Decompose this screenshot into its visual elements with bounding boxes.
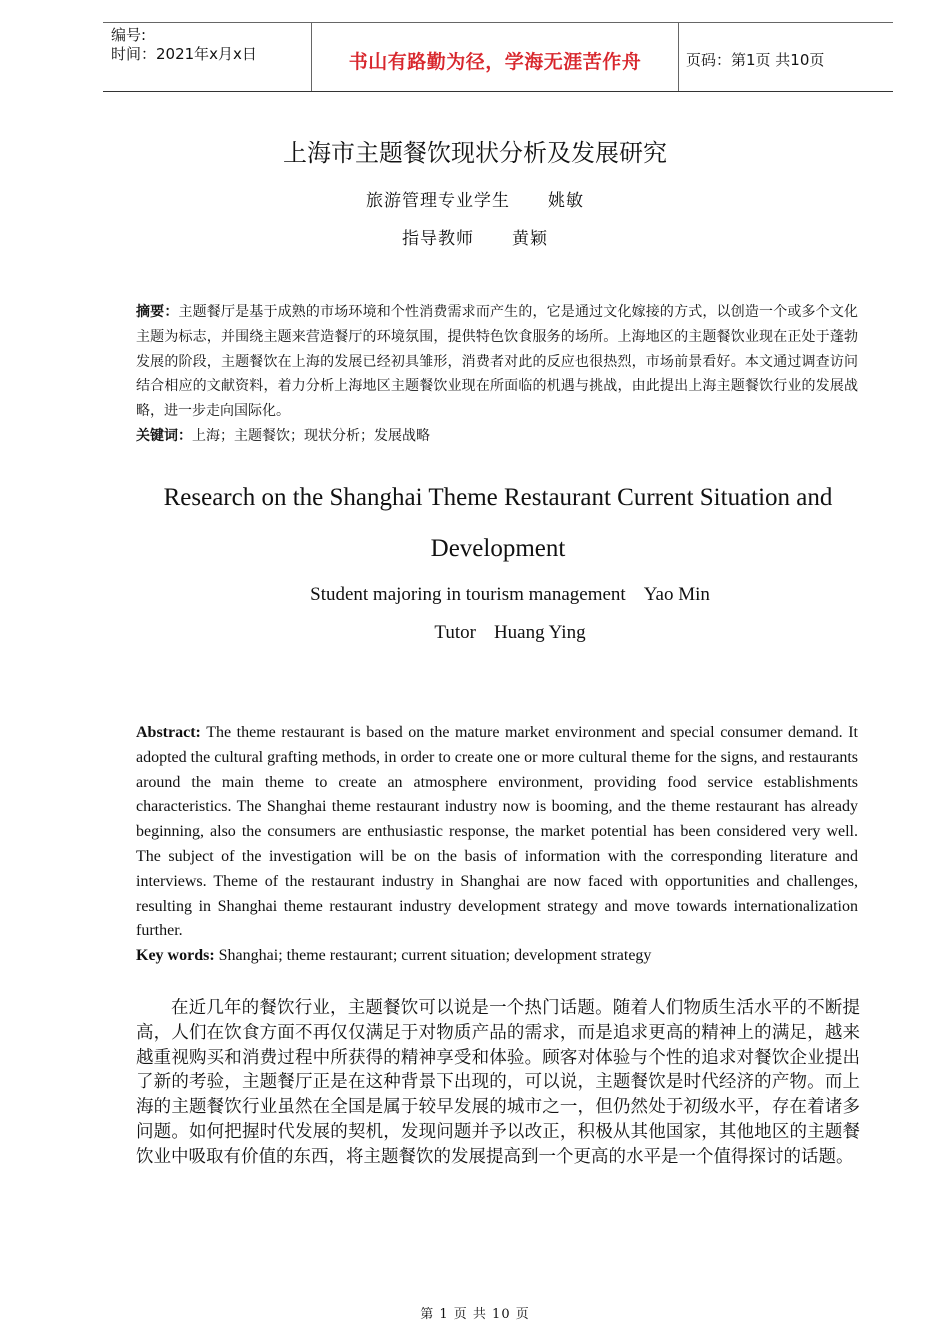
english-tutor-line [0,622,950,644]
header-motto-cell [311,23,679,91]
english-abstract-paragraph [136,721,858,944]
english-author-name: Yao Min [643,584,710,605]
chinese-abstract-paragraph [136,300,858,424]
chinese-title: 上海市主题餐饮现状分析及发展研究 [283,139,667,167]
chinese-author-line [0,186,950,211]
chinese-abstract-label: 摘要： [136,304,179,320]
chinese-abstract [136,300,858,449]
page-header [103,22,893,92]
chinese-keywords-label: 关键词： [136,427,192,444]
chinese-abstract-text: 主题餐厅是基于成熟的市场环境和个性消费需求而产生的，它是通过文化嫁接的方式，以创造一个或多个文化主题为标志，并围绕主题来营造餐厅的环境氛围，提供特色饮食服务的场所。上海地区的主题餐饮业现在正处于蓬勃发展的阶段，主题餐饮在上海的发展已经初具雏形，消费者对此的反应也很热烈，市场前景看好。本文通过调查访问结合相应的文献资料，着力分析上海地区主题餐饮业现在所面临的机遇与挑战，由此提出上海主题餐饮行业的发展战略，进一步走向国际化。 [136,304,859,420]
english-abstract-text: The theme restaurant is based on the mature market environment and special consumer demand. It adopted the cultural grafting methods, in order to create one or more cultural theme for the signs, and restaurants around the main theme to create an atmosphere environment, providing food service establishments characteristics. The Shanghai theme restaurant industry now is booming, and the theme restaurant has already beginning, also the consumers are enthusiastic response, the market potential has been considered very well. The subject of the investigation will be on the basis of information with the corresponding literature and interviews. Theme of the restaurant industry in Shanghai are now faced with opportunities and challenges, resulting in Shanghai theme restaurant industry development strategy and move towards internationalization further. [136,724,858,940]
english-tutor-role: Tutor [434,622,476,643]
header-motto: 书山有路勤为径，学海无涯苦作舟 [348,51,642,73]
body-text [136,996,860,1170]
chinese-keywords [136,424,858,449]
english-author-role: Student majoring in tourism management [310,584,626,605]
page-footer: 第 1 页 共 10 页 [420,1307,530,1322]
english-title: Research on the Shanghai Theme Restaurant Current Situation and Development [163,484,833,562]
header-page-cell [686,23,886,91]
chinese-author-name: 姚敏 [548,191,584,211]
chinese-tutor-line [0,224,950,249]
header-time-label: 时间：2021年x月x日 [111,45,257,63]
english-keywords-label: Key words: [136,947,215,965]
english-keywords-text: Shanghai; theme restaurant; current situation; development strategy [218,947,652,965]
chinese-tutor-role: 指导教师 [402,229,474,249]
chinese-tutor-name: 黄颖 [512,229,548,249]
english-tutor-name: Huang Ying [493,622,586,643]
english-abstract-label: Abstract: [136,724,201,741]
english-keywords [136,944,858,969]
header-page-info: 页码：第1页 共10页 [686,51,825,69]
header-number-label: 编号: [111,26,147,44]
chinese-keywords-text: 上海；主题餐饮；现状分析；发展战略 [192,427,430,444]
header-meta [111,23,307,91]
body-paragraph: 在近几年的餐饮行业，主题餐饮可以说是一个热门话题。随着人们物质生活水平的不断提高，人们在饮食方面不再仅仅满足于对物质产品的需求，而是追求更高的精神上的满足，越来越重视购买和消费过程中所获得的精神享受和体验。顾客对体验与个性的追求对餐饮企业提出了新的考验，主题餐厅正是在这种背景下出现的，可以说，主题餐饮是时代经济的产物。而上海的主题餐饮行业虽然在全国是属于较早发展的城市之一，但仍然处于初级水平，存在着诸多问题。如何把握时代发展的契机，发现问题并予以改正，积极从其他国家，其他地区的主题餐饮业中吸取有价值的东西，将主题餐饮的发展提高到一个更高的水平是一个值得探讨的话题。 [136,998,860,1167]
chinese-author-role: 旅游管理专业学生 [366,191,510,211]
english-author-line [0,584,950,606]
english-abstract [136,721,858,969]
